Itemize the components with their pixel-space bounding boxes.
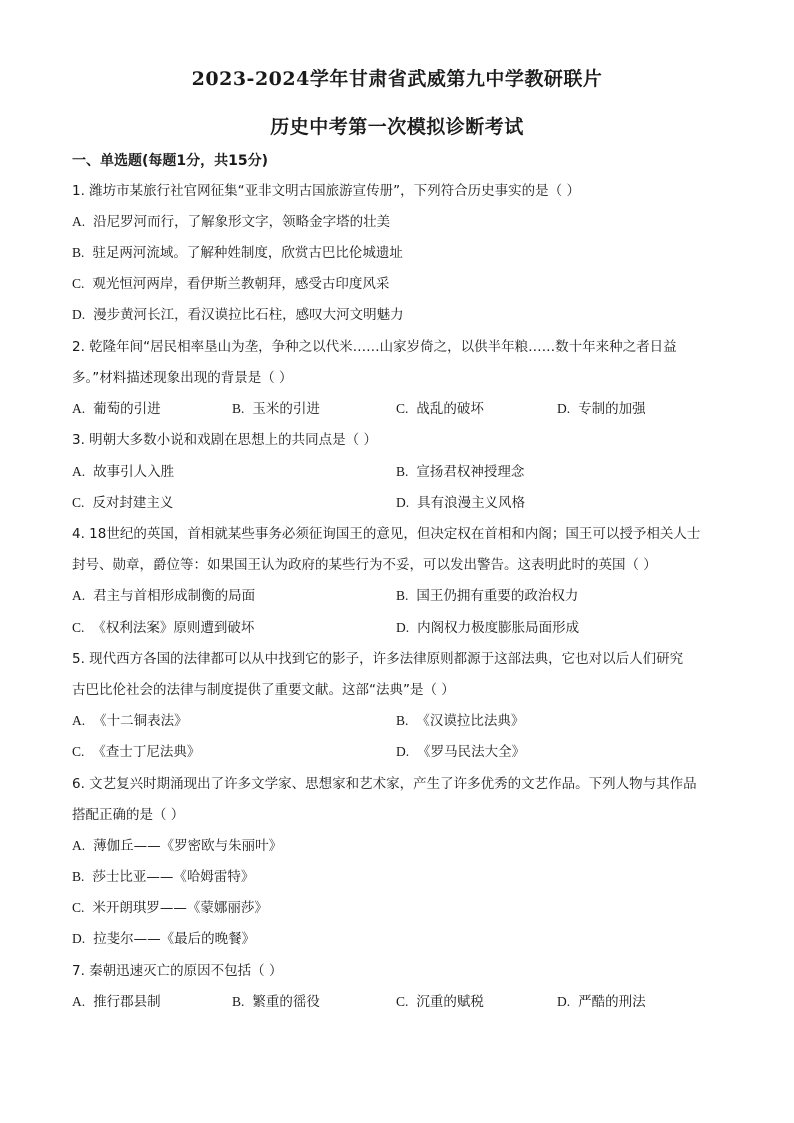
option-letter: C. [72, 495, 85, 510]
option-text: 《汉谟拉比法典》 [416, 713, 525, 729]
question-3-stem: 3. 明朝大多数小说和戏剧在思想上的共同点是（ ） [72, 432, 377, 448]
question-5-stem-line1: 5. 现代西方各国的法律都可以从中找到它的影子，许多法律原则都源于这部法典，它也对以后人们研究 [72, 651, 684, 667]
option-text: 故事引人入胜 [93, 464, 175, 480]
option-letter: D. [557, 994, 571, 1009]
question-5-option-d [396, 743, 525, 761]
option-text: 君主与首相形成制衡的局面 [93, 588, 256, 604]
question-3-option-c [72, 494, 173, 512]
question-7-option-a [72, 993, 161, 1011]
option-letter: D. [396, 744, 410, 759]
question-7-stem: 7. 秦朝迅速灭亡的原因不包括（ ） [72, 963, 283, 979]
exam-title-line2: 历史中考第一次模拟诊断考试 [270, 116, 524, 138]
question-6-option-a [72, 837, 282, 855]
option-letter: C. [72, 620, 85, 635]
option-letter: C. [72, 900, 85, 915]
option-letter: A. [72, 713, 86, 728]
option-text: 严酷的刑法 [578, 994, 646, 1010]
option-letter: C. [396, 994, 409, 1009]
question-6-stem-line1: 6. 文艺复兴时期涌现出了许多文学家、思想家和艺术家，产生了许多优秀的文艺作品。下列人物与其作品 [72, 776, 697, 792]
option-text: 内阁权力极度膨胀局面形成 [417, 620, 580, 636]
question-2-option-d [557, 400, 646, 418]
option-text: 莎士比亚——《哈姆雷特》 [92, 869, 255, 885]
option-letter: B. [72, 245, 85, 260]
question-7-option-d [557, 993, 646, 1011]
question-2-stem-line1: 2. 乾隆年间“居民相率垦山为垄，争种之以代米……山家岁倚之，以供半年粮……数十年来种之者日益 [72, 339, 677, 355]
question-6-stem-line2: 搭配正确的是（ ） [72, 807, 185, 823]
option-letter: A. [72, 994, 86, 1009]
question-5-stem-line2: 古巴比伦社会的法律与制度提供了重要文献。这部“法典”是（ ） [72, 682, 455, 698]
question-4-option-c [72, 619, 254, 637]
option-letter: C. [72, 276, 85, 291]
option-text: 米开朗琪罗——《蒙娜丽莎》 [92, 900, 268, 916]
option-text: 宣扬君权神授理念 [416, 464, 525, 480]
option-letter: B. [232, 994, 245, 1009]
option-text: 繁重的徭役 [252, 994, 320, 1010]
question-1-stem: 1. 潍坊市某旅行社官网征集“亚非文明古国旅游宣传册”，下列符合历史事实的是（ ） [72, 183, 580, 199]
question-4-option-d [396, 619, 579, 637]
option-letter: A. [72, 838, 86, 853]
question-6-option-b [72, 868, 254, 886]
option-text: 薄伽丘——《罗密欧与朱丽叶》 [93, 838, 283, 854]
option-letter: A. [72, 214, 86, 229]
option-text: 国王仍拥有重要的政治权力 [416, 588, 579, 604]
question-3-option-a [72, 463, 174, 481]
option-letter: D. [396, 620, 410, 635]
option-text: 沿尼罗河而行，了解象形文字，领略金字塔的壮美 [93, 214, 391, 230]
question-5-option-a [72, 712, 188, 730]
option-text: 《权利法案》原则遭到破坏 [92, 620, 255, 636]
option-text: 战乱的破坏 [416, 401, 484, 417]
section-heading: 一、单选题(每题1分，共15分) [72, 153, 269, 169]
option-text: 专制的加强 [578, 401, 646, 417]
question-6-option-c [72, 899, 268, 917]
option-letter: A. [72, 401, 86, 416]
option-letter: B. [396, 713, 409, 728]
exam-title-line1: 2023-2024学年甘肃省武威第九中学教研联片 [191, 68, 603, 90]
option-text: 《十二铜表法》 [93, 713, 188, 729]
question-4-option-b [396, 587, 578, 605]
question-5-option-b [396, 712, 524, 730]
question-7-option-b [232, 993, 320, 1011]
question-2-option-a [72, 400, 161, 418]
option-letter: C. [396, 401, 409, 416]
question-2-stem-line2: 多。”材料描述现象出现的背景是（ ） [72, 370, 293, 386]
option-text: 玉米的引进 [252, 401, 320, 417]
option-text: 《罗马民法大全》 [417, 744, 526, 760]
question-4-option-a [72, 587, 255, 605]
question-4-stem-line2: 封号、勋章，爵位等：如果国王认为政府的某些行为不妥，可以发出警告。这表明此时的英国（ ） [72, 557, 657, 573]
option-text: 驻足两河流域。了解种姓制度，欣赏古巴比伦城遗址 [92, 245, 403, 261]
option-text: 漫步黄河长江，看汉谟拉比石柱，感叹大河文明魅力 [93, 307, 404, 323]
option-letter: C. [72, 744, 85, 759]
question-4-stem-line1: 4. 18世纪的英国，首相就某些事务必须征询国王的意见，但决定权在首相和内阁；国王可以授予相关人士 [72, 526, 701, 542]
question-2-option-c [396, 400, 484, 418]
question-1-option-b [72, 244, 403, 262]
option-letter: D. [72, 931, 86, 946]
option-letter: B. [396, 464, 409, 479]
question-2-option-b [232, 400, 320, 418]
option-letter: D. [396, 495, 410, 510]
option-text: 反对封建主义 [92, 495, 174, 511]
option-letter: D. [557, 401, 571, 416]
option-letter: D. [72, 307, 86, 322]
option-text: 推行郡县制 [93, 994, 161, 1010]
option-text: 《查士丁尼法典》 [92, 744, 201, 760]
option-text: 观光恒河两岸，看伊斯兰教朝拜，感受古印度风采 [92, 276, 390, 292]
option-letter: B. [232, 401, 245, 416]
option-letter: B. [396, 588, 409, 603]
option-text: 具有浪漫主义风格 [417, 495, 526, 511]
option-text: 葡萄的引进 [93, 401, 161, 417]
question-1-option-a [72, 213, 390, 231]
question-5-option-c [72, 743, 200, 761]
option-letter: A. [72, 464, 86, 479]
option-text: 拉斐尔——《最后的晚餐》 [93, 931, 256, 947]
question-6-option-d [72, 930, 255, 948]
option-text: 沉重的赋税 [416, 994, 484, 1010]
question-7-option-c [396, 993, 484, 1011]
option-letter: A. [72, 588, 86, 603]
question-3-option-b [396, 463, 524, 481]
option-letter: B. [72, 869, 85, 884]
question-1-option-c [72, 275, 389, 293]
question-1-option-d [72, 306, 404, 324]
question-3-option-d [396, 494, 525, 512]
